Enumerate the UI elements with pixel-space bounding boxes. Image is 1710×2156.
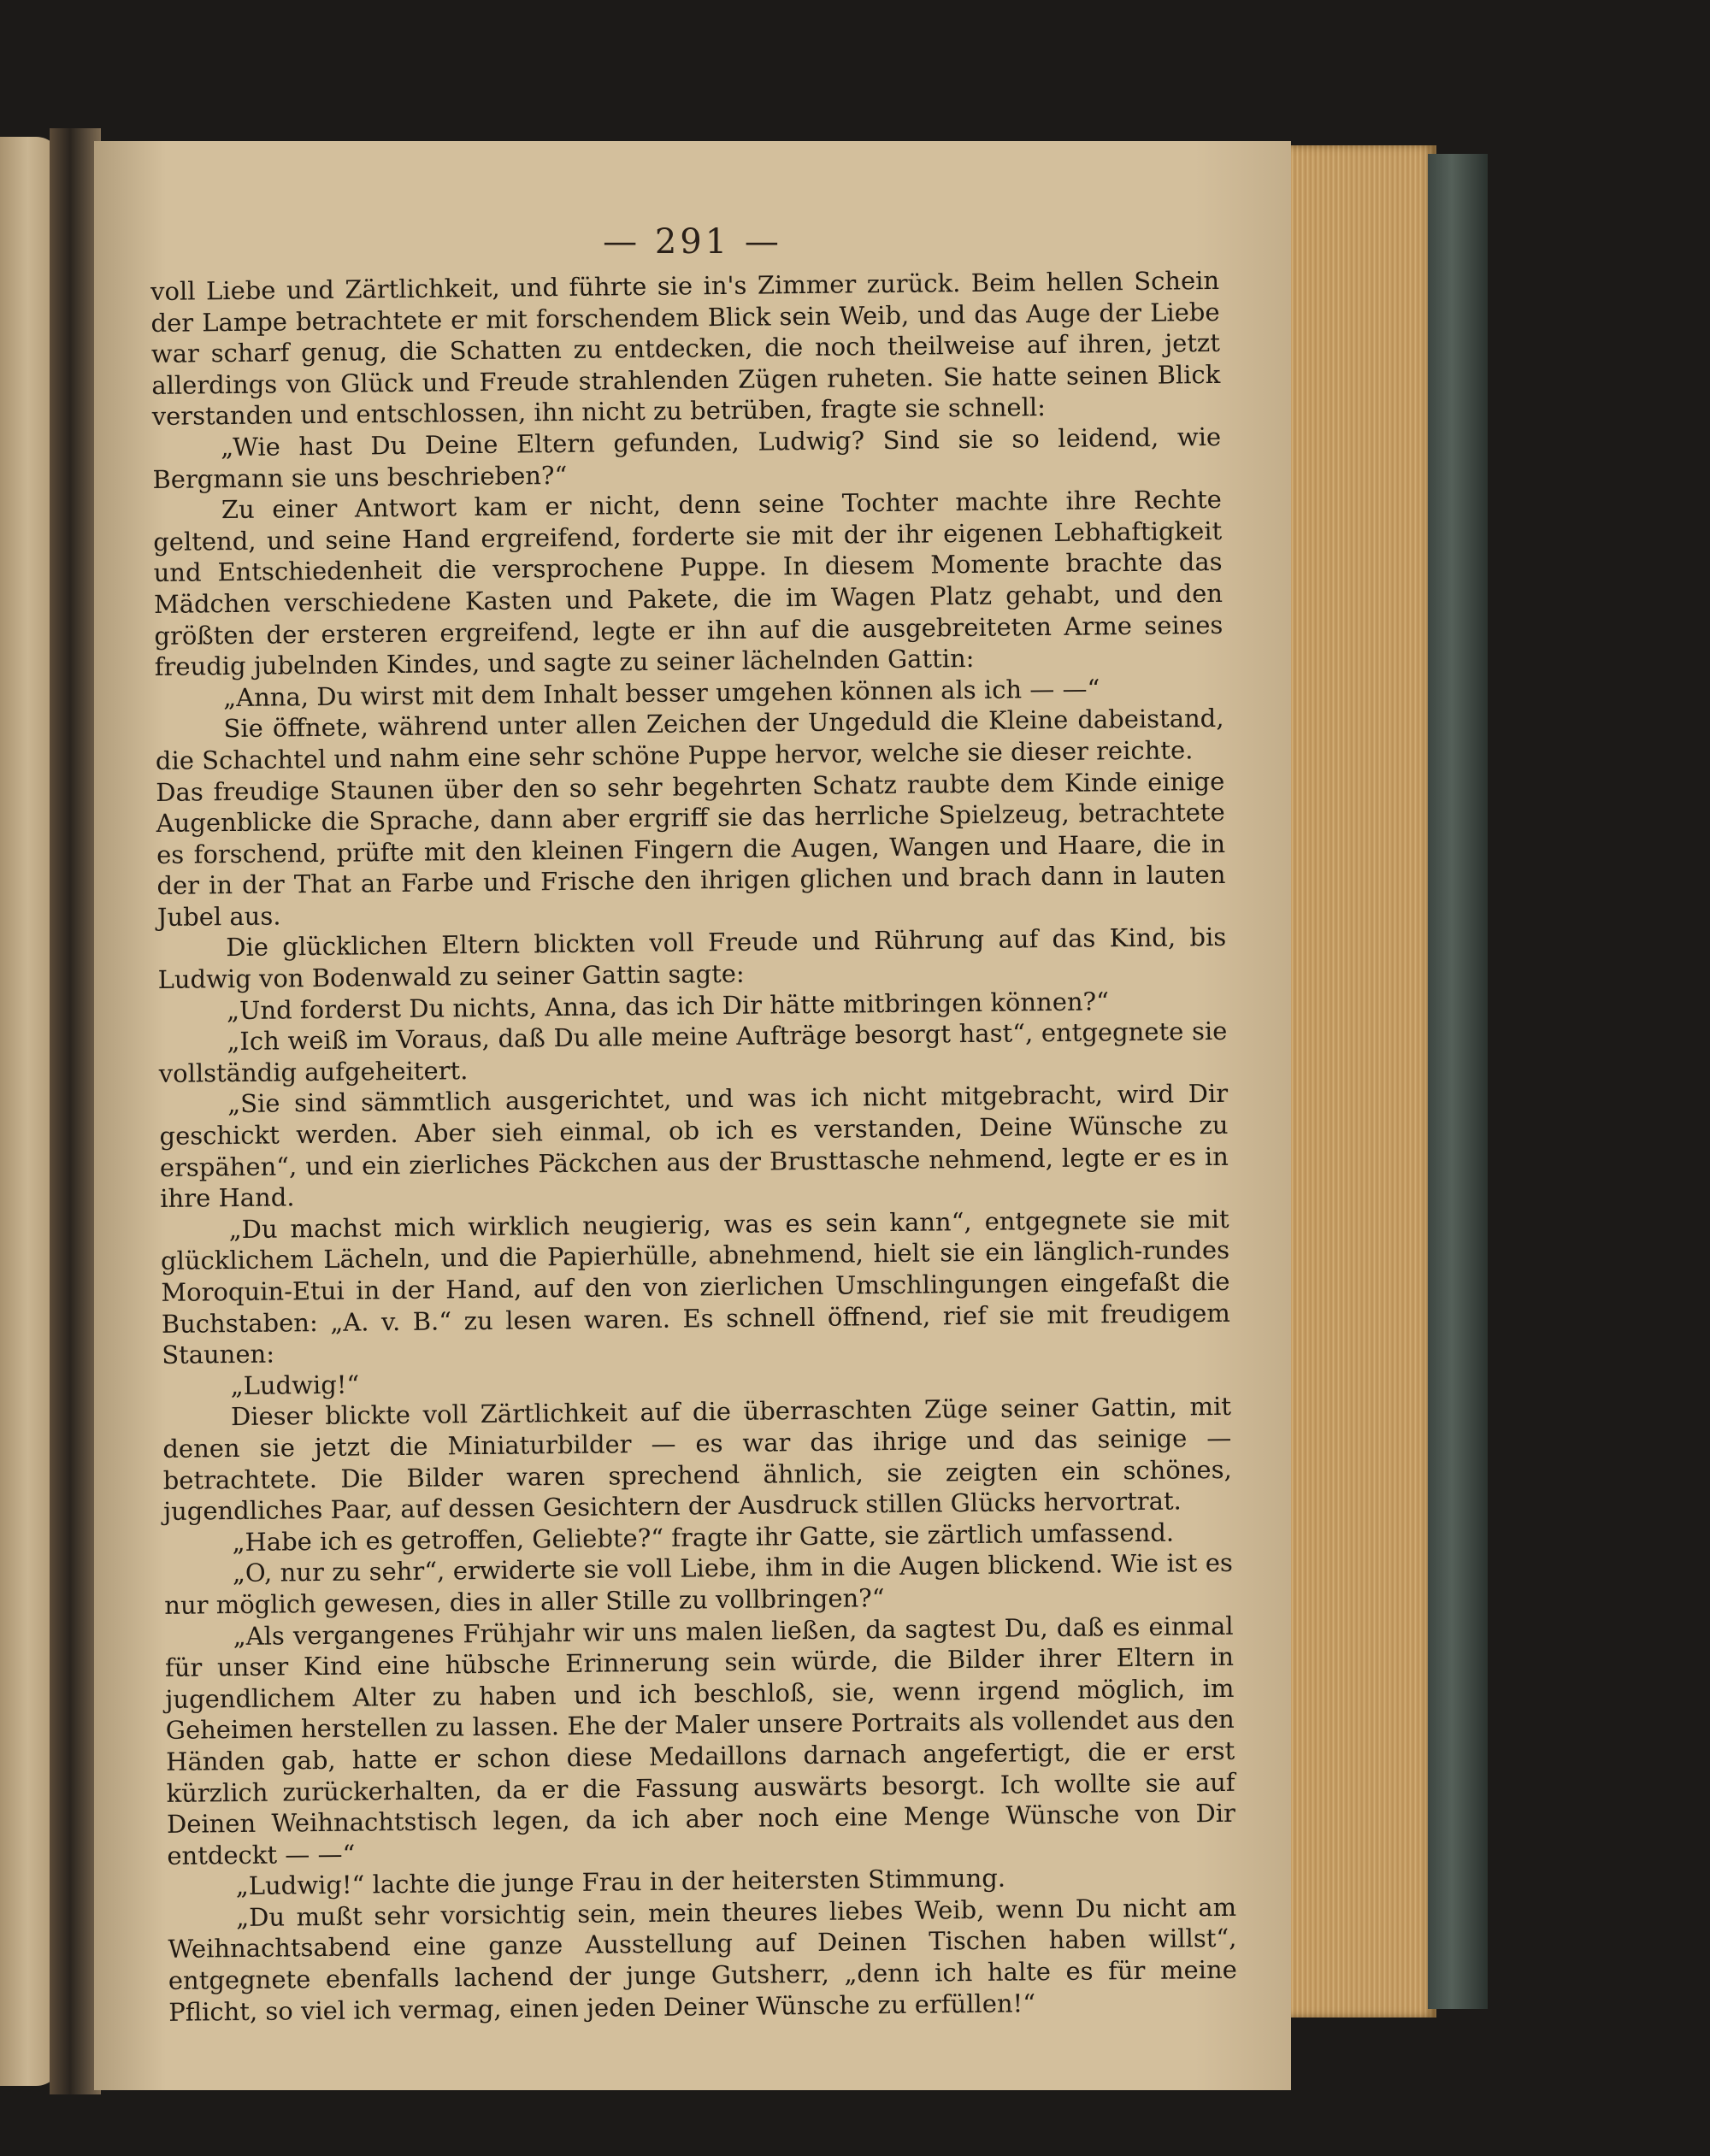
paragraph: „Habe ich es getroffen, Geliebte?“ fragte ihr Gatte, sie zärtlich umfassend. (232, 1517, 1175, 1557)
paragraph: Sie öffnete, während unter allen Zeichen der Ungeduld die Kleine dabeistand, die Schachtel und nahm eine sehr schöne Puppe hervor, welche sie dieser reichte. (155, 704, 1224, 775)
page-stack-edge (1282, 145, 1436, 2018)
paragraph: „Sie sind sämmtlich ausgerichtet, und was ich nicht mitgebracht, wird Dir geschickt werden. Aber sieh einmal, ob ich es verstanden, Deine Wünsche zu erspähen“, und ein zierliches Päckchen aus der Brusttasche nehmend, legte er es in ihre Hand. (159, 1079, 1229, 1214)
paragraph: „Ich weiß im Voraus, daß Du alle meine Aufträge besorgt hast“, entgegnete sie vollständig aufgeheitert. (158, 1016, 1228, 1088)
paragraph: „O, nur zu sehr“, erwiderte sie voll Liebe, ihm in die Augen blickend. Wie ist es nur möglich gewesen, dies in aller Stille zu vollbringen?“ (164, 1548, 1234, 1620)
paragraph: Zu einer Antwort kam er nicht, denn seine Tochter machte ihre Rechte geltend, und seine Hand ergreifend, forderte sie mit der ihr eigenen Lebhaftigkeit und Entschiedenheit die versprochene Puppe. In diesem Momente brachte das Mädchen verschiedene Kasten und Pakete, die im Wagen Platz gehabt, und den größten der ersteren ergreifend, legte er ihn auf die ausgebreiteten Arme seines freudig jubelnden Kindes, und sagte zu seiner lächelnden Gattin: (153, 485, 1224, 682)
paragraph: Dieser blickte voll Zärtlichkeit auf die überraschten Züge seiner Gattin, mit denen sie jetzt die Miniaturbilder — es war das ihrige und das seinige — betrachtete. Die Bilder waren sprechend ähnlich, sie zeigten ein schönes, jugendliches Paar, auf dessen Gesichtern der Ausdruck stillen Glücks hervortrat. (162, 1392, 1232, 1527)
paragraph: Die glücklichen Eltern blickten voll Freude und Rührung auf das Kind, bis Ludwig von Bodenwald zu seiner Gattin sagte: (157, 922, 1227, 995)
page-text (150, 265, 1237, 2028)
paragraph: „Wie hast Du Deine Eltern gefunden, Ludwig? Sind sie so leidend, wie Bergmann sie uns beschrieben?“ (152, 421, 1222, 494)
book-page (94, 141, 1291, 2090)
paragraph: „Du mußt sehr vorsichtig sein, mein theures liebes Weib, wenn Du nicht am Weihnachtsabend eine ganze Ausstellung auf Deinen Tischen haben willst“, entgegnete ebenfalls lachend der junge Gutsherr, „denn ich halte es für meine Pflicht, so viel ich vermag, einen jeden Deiner Wünsche zu erfüllen!“ (168, 1892, 1237, 2027)
paragraph: „Als vergangenes Frühjahr wir uns malen ließen, da sagtest Du, daß es einmal für unser Kind eine hübsche Erinnerung sein würde, die Bilder ihrer Eltern in jugendlichem Alter zu haben und ich beschloß, sie, wenn irgend möglich, im Geheimen herstellen zu lassen. Ehe der Maler unsere Portraits als vollendet aus den Händen gab, hatte er schon diese Medaillons darnach angefertigt, die er erst kürzlich zurückerhalten, da er die Fassung auswärts besorgt. Ich wollte sie auf Deinen Weihnachtstisch legen, da ich aber noch eine Menge Wünsche von Dir entdeckt — —“ (164, 1611, 1236, 1870)
paragraph: „Ludwig!“ (230, 1370, 360, 1400)
paragraph: „Ludwig!“ lachte die junge Frau in der heitersten Stimmung. (235, 1863, 1006, 1901)
page-number: — 291 — (603, 222, 782, 262)
book-gutter (50, 128, 101, 2094)
paragraph: Das freudige Staunen über den so sehr begehrten Schatz raubte dem Kinde einige Augenblicke die Sprache, dann aber ergriff sie das herrliche Spielzeug, betrachtete es forschend, prüfte mit den kleinen Fingern die Augen, Wangen und Haare, die in der in der That an Farbe und Frische den ihrigen glichen und brach dann in lauten Jubel aus. (156, 766, 1226, 932)
paragraph: „Du machst mich wirklich neugierig, was es sein kann“, entgegnete sie mit glücklichem Lächeln, und die Papierhülle, abnehmend, hielt sie ein länglich-rundes Moroquin-Etui in der Hand, auf den von zierlichen Umschlingungen eingefaßt die Buchstaben: „A. v. B.“ zu lesen waren. Es schnell öffnend, rief sie mit freudigem Staunen: (160, 1204, 1230, 1370)
book-cover-edge (1428, 154, 1488, 2009)
paragraph: „Anna, Du wirst mit dem Inhalt besser umgehen können als ich — —“ (222, 674, 1100, 712)
paragraph: voll Liebe und Zärtlichkeit, und führte sie in's Zimmer zurück. Beim hellen Schein der Lampe betrachtete er mit forschendem Blick sein Weib, und das Auge der Liebe war scharf genug, die Schatten zu entdecken, die noch theilweise auf ihren, jetzt allerdings von Glück und Freude strahlenden Zügen ruheten. Sie hatte seinen Blick verstanden und entschlossen, ihn nicht zu betrüben, fragte sie schnell: (150, 265, 1221, 432)
paragraph: „Und forderst Du nichts, Anna, das ich Dir hätte mitbringen können?“ (226, 986, 1110, 1025)
